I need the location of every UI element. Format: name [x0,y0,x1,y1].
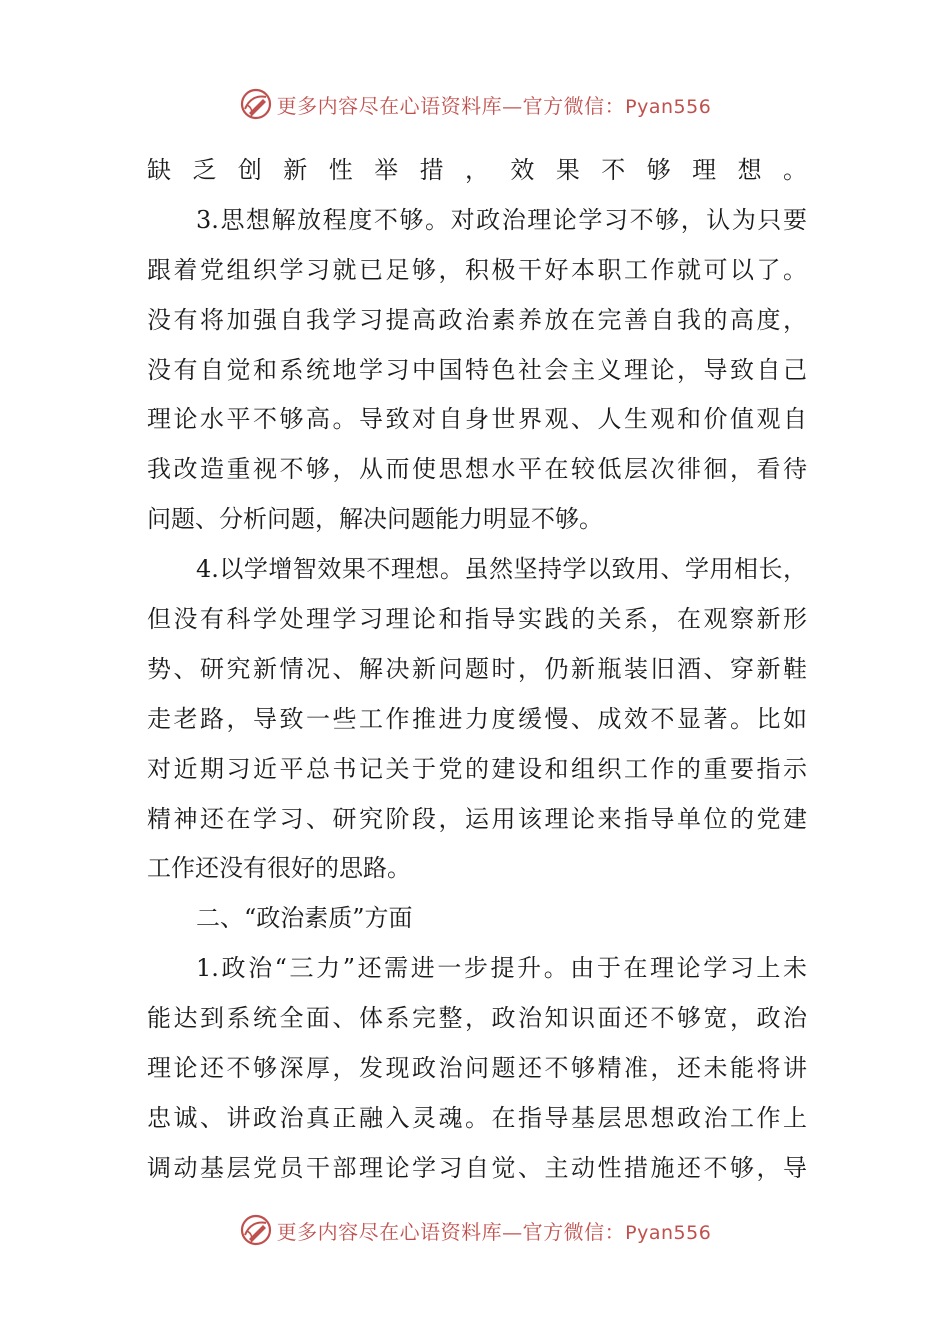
text-line: 跟着党组织学习就已足够，积极干好本职工作就可以了。 [147,255,807,284]
text-line: 能达到系统全面、体系完整，政治知识面还不够宽，政治 [147,1004,807,1033]
wechat-id: Pyan556 [625,95,712,118]
text-line: 走老路，导致一些工作推进力度缓慢、成效不显著。比如 [147,704,807,733]
text-line: 但没有科学处理学习理论和指导实践的关系，在观察新形 [147,605,807,634]
watermark-text: 更多内容尽在心语资料库—官方微信：Pyan556 [276,93,712,118]
wechat-id: Pyan556 [625,1221,712,1244]
pen-signature-logo-icon [239,87,273,121]
document-body [147,146,807,1194]
text-line: 精神还在学习、研究阶段，运用该理论来指导单位的党建 [147,804,807,833]
text-line: 没有自觉和系统地学习中国特色社会主义理论，导致自己 [147,355,807,384]
text-line: 调动基层党员干部理论学习自觉、主动性措施还不够，导 [147,1153,807,1182]
text-line: 1.政治“三力”还需进一步提升。由于在理论学习上未 [196,954,807,983]
header-watermark-banner [0,84,950,124]
text-line: 忠诚、讲政治真正融入灵魂。在指导基层思想政治工作上 [147,1103,807,1132]
text-line: 势、研究新情况、解决新问题时，仍新瓶装旧酒、穿新鞋 [147,654,807,683]
pen-signature-logo-icon [239,1213,273,1247]
text-line: 我改造重视不够，从而使思想水平在较低层次徘徊，看待 [147,455,807,484]
text-line: 问题、分析问题，解决问题能力明显不够。 [147,505,603,534]
text-line: 理论还不够深厚，发现政治问题还不够精准，还未能将讲 [147,1054,807,1083]
section-heading: 二、“政治素质”方面 [196,904,413,933]
text-line: 3.思想解放程度不够。对政治理论学习不够，认为只要 [196,205,807,234]
text-line: 对近期习近平总书记关于党的建设和组织工作的重要指示 [147,754,807,783]
footer-watermark-banner [0,1210,950,1250]
watermark-text: 更多内容尽在心语资料库—官方微信：Pyan556 [276,1219,712,1244]
text-line: 缺乏创新性举措，效果不够理想。 [147,156,807,184]
text-line: 工作还没有很好的思路。 [147,854,411,883]
text-line: 4.以学增智效果不理想。虽然坚持学以致用、学用相长， [196,555,807,584]
text-line: 没有将加强自我学习提高政治素养放在完善自我的高度， [147,305,807,334]
text-line: 理论水平不够高。导致对自身世界观、人生观和价值观自 [147,405,807,434]
